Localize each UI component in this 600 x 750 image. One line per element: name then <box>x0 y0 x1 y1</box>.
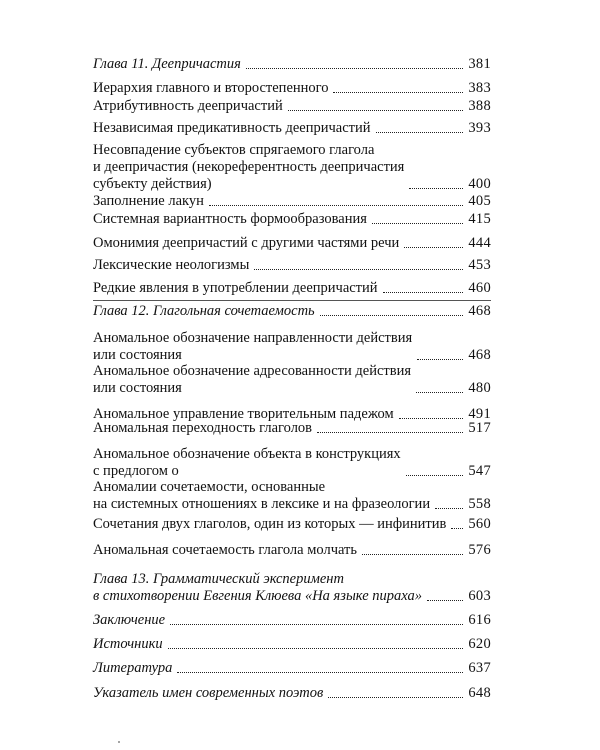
page-number: 491 <box>468 406 491 422</box>
dot-leader <box>451 528 463 529</box>
dot-leader <box>317 432 463 433</box>
toc-entry-title-line: Глава 13. Грамматический эксперимент <box>93 571 344 587</box>
dot-leader <box>417 359 463 360</box>
toc-entry-title-line: или состояния <box>93 347 182 363</box>
toc-entry-title <box>93 446 401 480</box>
toc-entry-title: Аномальная сочетаемость глагола молчать <box>93 542 358 558</box>
dot-leader <box>209 205 463 206</box>
dot-leader <box>427 600 463 601</box>
toc-section-entry[interactable] <box>93 363 491 397</box>
toc-chapter-entry[interactable] <box>93 303 491 320</box>
toc-entry-title: Заключение <box>93 612 166 628</box>
dot-leader <box>409 188 463 189</box>
page-number: 637 <box>468 660 491 676</box>
toc-entry-title-line: Аномальное обозначение объекта в конструкциях <box>93 446 401 462</box>
toc-entry-title <box>93 479 430 513</box>
page-number: 400 <box>468 176 491 192</box>
toc-chapter-entry[interactable] <box>93 612 491 629</box>
dot-leader <box>328 697 463 698</box>
toc-entry-title-line: субъекту действия) <box>93 176 212 192</box>
dot-leader <box>288 110 464 111</box>
toc-entry-title: Иерархия главного и второстепенного <box>93 80 329 96</box>
page-number: 560 <box>468 516 491 532</box>
dot-leader <box>435 508 463 509</box>
page-number: 393 <box>468 120 491 136</box>
dot-leader <box>246 68 463 69</box>
page-number: 383 <box>468 80 491 96</box>
page-number: 616 <box>468 612 491 628</box>
toc-section-entry[interactable] <box>93 142 491 193</box>
page-number: 468 <box>468 347 491 363</box>
dot-leader <box>320 315 464 316</box>
toc-entry-title-line: Аномальное обозначение адресованности действия <box>93 363 412 379</box>
page-number: 517 <box>468 420 491 436</box>
separator-line <box>93 300 491 301</box>
dot-leader <box>399 418 464 419</box>
page-number: 547 <box>468 463 491 479</box>
dot-leader <box>416 392 463 393</box>
toc-entry-title: Аномальное управление творительным падежом <box>93 406 394 422</box>
toc-chapter-entry[interactable] <box>93 571 491 605</box>
page-number: 648 <box>468 685 491 701</box>
toc-entry-title: Независимая предикативность деепричастий <box>93 120 371 136</box>
toc-entry-title: Омонимия деепричастий с другими частями речи <box>93 235 400 251</box>
toc-section-entry[interactable] <box>93 330 491 364</box>
toc-section-entry[interactable] <box>93 446 491 480</box>
dot-leader <box>333 92 463 93</box>
page-number: 405 <box>468 193 491 209</box>
toc-section-entry[interactable] <box>93 479 491 513</box>
page-number: 558 <box>468 496 491 512</box>
page-number: 620 <box>468 636 491 652</box>
toc-entry-title <box>93 142 404 193</box>
page-number: 603 <box>468 588 491 604</box>
dot-leader <box>254 269 463 270</box>
toc-section-entry[interactable] <box>93 98 491 115</box>
toc-entry-title: Глава 12. Глагольная сочетаемость <box>93 303 315 319</box>
toc-section-entry[interactable] <box>93 420 491 437</box>
dot-leader <box>170 624 463 625</box>
toc-entry-title <box>93 571 422 605</box>
page-number: 480 <box>468 380 491 396</box>
toc-entry-title <box>93 330 412 364</box>
toc-entry-title-line: Несовпадение субъектов спрягаемого глагола <box>93 142 375 158</box>
toc-entry-title-line: с предлогом о <box>93 463 179 479</box>
page-number: 460 <box>468 280 491 296</box>
toc-entry-title-line: в стихотворении Евгения Клюева «На языке пираха» <box>93 588 423 604</box>
toc-entry-title: Аномальная переходность глаголов <box>93 420 313 436</box>
dot-leader <box>406 475 464 476</box>
page-speck <box>118 741 120 743</box>
dot-leader <box>177 672 463 673</box>
toc-entry-title: Атрибутивность деепричастий <box>93 98 283 114</box>
toc-section-entry[interactable] <box>93 80 491 97</box>
toc-entry-title-line: на системных отношениях в лексике и на фразеологии <box>93 496 431 512</box>
toc-entry-title-line: Аномалии сочетаемости, основанные <box>93 479 326 495</box>
page-number: 381 <box>468 56 491 72</box>
toc-entry-title: Литература <box>93 660 173 676</box>
toc-entry-title-line: или состояния <box>93 380 182 396</box>
toc-entry-title-line: Аномальное обозначение направленности действия <box>93 330 413 346</box>
toc-entry-title <box>93 363 411 397</box>
toc-chapter-entry[interactable] <box>93 660 491 677</box>
toc-entry-title: Лексические неологизмы <box>93 257 250 273</box>
toc-entry-title-line: и деепричастия (некореферентность деепричастия <box>93 159 405 175</box>
toc-entry-title: Редкие явления в употреблении деепричастий <box>93 280 378 296</box>
toc-chapter-entry[interactable] <box>93 56 491 73</box>
page-number: 576 <box>468 542 491 558</box>
toc-entry-title: Заполнение лакун <box>93 193 204 209</box>
dot-leader <box>372 223 463 224</box>
dot-leader <box>362 554 463 555</box>
toc-section-entry[interactable] <box>93 211 491 228</box>
dot-leader <box>404 247 463 248</box>
toc-section-entry[interactable] <box>93 542 491 559</box>
toc-section-entry[interactable] <box>93 235 491 252</box>
page-number: 388 <box>468 98 491 114</box>
toc-entry-title: Указатель имен современных поэтов <box>93 685 324 701</box>
toc-chapter-entry[interactable] <box>93 636 491 653</box>
toc-chapter-entry[interactable] <box>93 685 491 702</box>
table-of-contents <box>93 0 491 750</box>
dot-leader <box>376 132 464 133</box>
toc-section-entry[interactable] <box>93 257 491 274</box>
toc-section-entry[interactable] <box>93 193 491 210</box>
page-number: 453 <box>468 257 491 273</box>
toc-entry-title: Сочетания двух глаголов, один из которых — инфинитив <box>93 516 447 532</box>
toc-entry-title: Глава 11. Деепричастия <box>93 56 241 72</box>
toc-entry-title: Системная вариантность формообразования <box>93 211 367 227</box>
toc-entry-title: Источники <box>93 636 163 652</box>
page-number: 415 <box>468 211 491 227</box>
page-number: 468 <box>468 303 491 319</box>
page-number: 444 <box>468 235 491 251</box>
toc-section-entry[interactable] <box>93 120 491 137</box>
dot-leader <box>168 648 464 649</box>
toc-section-entry[interactable] <box>93 280 491 297</box>
dot-leader <box>383 292 464 293</box>
toc-section-entry[interactable] <box>93 516 491 533</box>
